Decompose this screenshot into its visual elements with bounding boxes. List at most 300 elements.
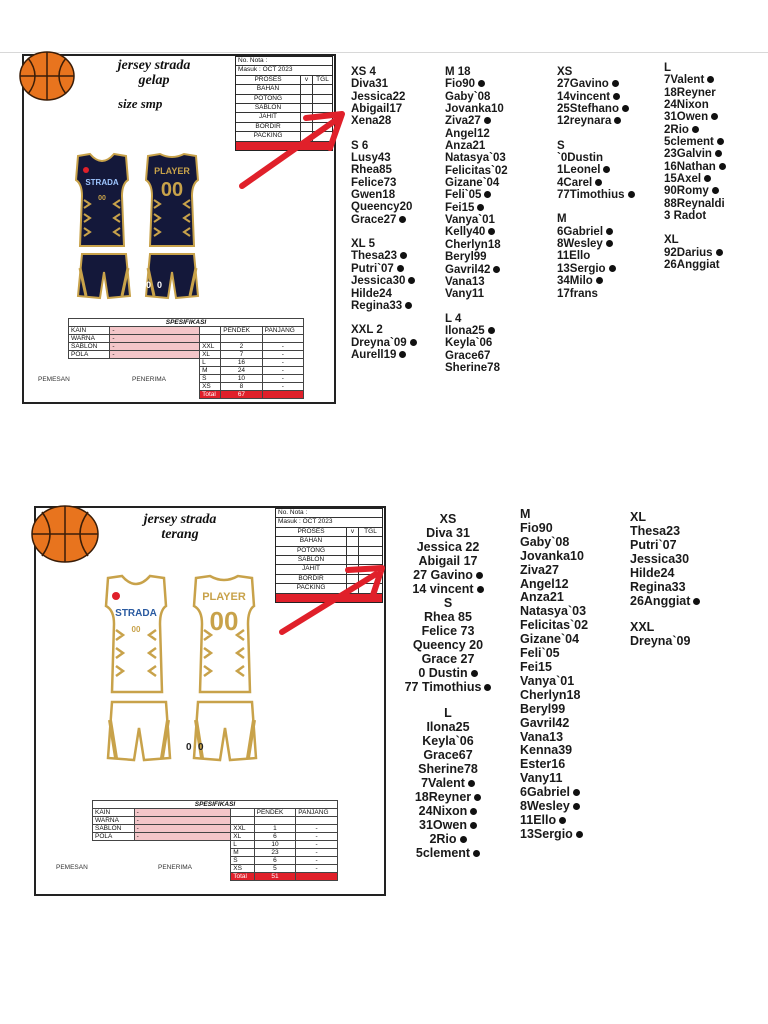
jersey-back-text: PLAYER — [154, 166, 190, 176]
name-text: Beryl99 — [445, 251, 487, 264]
name-list-item — [520, 619, 588, 633]
name-list-item — [664, 74, 726, 86]
total-label: Total — [200, 391, 221, 399]
name-list-item — [445, 78, 508, 90]
name-text: `0Dustin — [557, 152, 603, 165]
size-cell: M — [200, 367, 221, 375]
name-text: 92Darius — [664, 246, 713, 259]
name-list-item — [392, 804, 504, 818]
name-list-item — [445, 115, 508, 127]
name-list-item — [664, 161, 726, 173]
name-text: Hilde24 — [630, 566, 675, 580]
pendek-count: 6 — [254, 857, 296, 865]
name-list-item — [520, 786, 588, 800]
name-text: 2Rio — [664, 123, 689, 136]
name-list-item — [392, 582, 504, 596]
panjang-count: - — [262, 367, 303, 375]
spec-row-label: KAIN — [93, 809, 135, 817]
name-text: Jessica30 — [351, 275, 406, 288]
name-list-item — [664, 259, 726, 271]
shorts-back — [146, 254, 198, 298]
name-text: Jessica30 — [630, 552, 690, 566]
name-text: Grace67 — [423, 748, 473, 762]
name-text: 25Stefhano — [557, 103, 619, 116]
bullet-dot-icon — [613, 93, 620, 100]
spec-table — [68, 318, 304, 399]
name-text: Natasya`03 — [445, 152, 506, 165]
tgl-header: TGL — [364, 527, 377, 535]
name-text: L 4 — [445, 312, 462, 325]
name-text: Cherlyn18 — [520, 687, 581, 702]
name-list-item — [557, 275, 635, 287]
bullet-dot-icon — [484, 117, 491, 124]
process-step: BORDIR — [276, 575, 347, 583]
panjang-count: - — [296, 841, 338, 849]
spec-row-label: KAIN — [69, 327, 110, 335]
name-list-item — [664, 210, 726, 222]
process-step: SABLON — [276, 556, 347, 564]
name-text: Jessica22 — [351, 90, 406, 103]
jersey-logo: STRADA — [85, 178, 119, 187]
name-text: Beryl99 — [520, 701, 566, 716]
name-list-item — [351, 103, 417, 115]
name-list-item — [557, 152, 635, 164]
name-text: Fio90 — [520, 520, 553, 535]
name-list-item — [664, 173, 726, 185]
name-text: Kenna39 — [520, 743, 573, 758]
spec-title: SPESIFIKASI — [69, 319, 304, 327]
name-text: 4Carel — [557, 176, 593, 189]
name-text: XXL — [630, 620, 655, 634]
name-list-item — [392, 554, 504, 568]
name-list-item — [351, 238, 417, 250]
pendek-count: 16 — [221, 359, 262, 367]
name-text: 3 Radot — [664, 210, 707, 223]
jersey-back-number: 00 — [209, 606, 239, 636]
name-list-item — [392, 624, 504, 638]
name-list-column — [445, 66, 508, 374]
bullet-dot-icon — [484, 191, 491, 198]
panjang-count: - — [296, 857, 338, 865]
bullet-dot-icon — [573, 789, 580, 796]
name-list-item — [392, 776, 504, 790]
name-list-item — [630, 510, 700, 524]
name-text: Queency20 — [351, 201, 413, 214]
name-list-item — [445, 214, 508, 226]
pemesan-label: PEMESAN — [56, 864, 88, 871]
svg-text:0: 0 — [186, 742, 192, 753]
name-list-item — [445, 337, 508, 349]
name-text: Dreyna`09 — [630, 634, 691, 648]
name-list-item — [520, 772, 588, 786]
name-text: 6Gabriel — [520, 785, 571, 800]
name-text: 26Anggiat — [664, 259, 720, 272]
name-text: Ilona25 — [426, 720, 470, 734]
name-list-item — [557, 213, 635, 225]
spec-row-label: WARNA — [93, 817, 135, 825]
name-list-item — [351, 201, 417, 213]
size-cell: S — [200, 375, 221, 383]
name-list-item — [630, 566, 700, 580]
list-gap — [351, 128, 417, 140]
bullet-dot-icon — [408, 277, 415, 284]
spec-value: - — [134, 833, 231, 841]
name-text: 31Owen — [664, 111, 709, 124]
name-list-item — [520, 758, 588, 772]
bullet-dot-icon — [573, 803, 580, 810]
name-list-item — [351, 177, 417, 189]
pendek-count: 5 — [254, 865, 296, 873]
bullet-dot-icon — [595, 179, 602, 186]
name-list-item — [520, 828, 588, 842]
name-list-item — [520, 591, 588, 605]
bullet-dot-icon — [460, 836, 467, 843]
panjang-count: - — [262, 359, 303, 367]
pendek-count: 10 — [221, 375, 262, 383]
name-list-item — [445, 128, 508, 140]
bullet-dot-icon — [397, 265, 404, 272]
name-list-item — [351, 349, 417, 361]
name-text: Jovanka10 — [445, 103, 504, 116]
name-list-item — [351, 115, 417, 127]
process-step: PACKING — [276, 584, 347, 592]
masuk-row — [276, 518, 382, 526]
bullet-dot-icon — [488, 228, 495, 235]
name-text: 14vincent — [557, 90, 611, 103]
name-list-item — [392, 846, 504, 860]
bullet-dot-icon — [576, 831, 583, 838]
name-list-item — [445, 66, 508, 78]
name-list-item — [351, 288, 417, 300]
spec-value: - — [110, 327, 200, 335]
nota-label: No. Nota : — [238, 57, 268, 64]
name-text: Angel12 — [520, 576, 569, 591]
name-list-item — [630, 634, 700, 648]
name-list-item — [630, 620, 700, 634]
name-text: Natasya`03 — [520, 604, 587, 619]
list-gap — [557, 128, 635, 140]
name-list-item — [445, 264, 508, 276]
bullet-dot-icon — [484, 684, 491, 691]
name-text: Gavril42 — [520, 715, 570, 730]
name-list-item — [445, 91, 508, 103]
name-text: S 6 — [351, 139, 369, 152]
name-list-item — [630, 538, 700, 552]
spec-value: - — [134, 825, 231, 833]
name-text: Vana13 — [445, 275, 485, 288]
name-text: 77 Timothius — [404, 680, 482, 694]
name-text: Angel12 — [445, 127, 490, 140]
spec-row-label: SABLON — [69, 343, 110, 351]
name-list-item — [351, 275, 417, 287]
name-text: Gizane`04 — [445, 177, 500, 190]
name-list-item — [445, 202, 508, 214]
name-list-item — [351, 164, 417, 176]
name-text: Ziva27 — [445, 115, 481, 128]
v-header: v — [301, 76, 313, 84]
bullet-dot-icon — [628, 191, 635, 198]
name-list-item — [445, 288, 508, 300]
name-list-item — [557, 238, 635, 250]
name-text: 7Valent — [421, 776, 465, 790]
name-list-item — [557, 177, 635, 189]
name-list-column — [392, 512, 504, 860]
name-list-item — [351, 152, 417, 164]
name-list-item — [520, 689, 588, 703]
name-list-item — [557, 66, 635, 78]
name-text: Gizane`04 — [520, 632, 580, 647]
name-text: Vanya`01 — [445, 214, 495, 227]
spec-row-label: POLA — [69, 351, 110, 359]
name-text: 26Anggiat — [630, 594, 691, 608]
name-list-item — [392, 706, 504, 720]
bullet-dot-icon — [474, 794, 481, 801]
name-list-item — [520, 605, 588, 619]
name-text: Diva31 — [351, 78, 389, 91]
name-text: Vana13 — [520, 729, 564, 744]
proses-header: PROSES — [236, 76, 301, 84]
spec-value: - — [110, 343, 200, 351]
bullet-dot-icon — [704, 175, 711, 182]
name-text: Queency 20 — [412, 638, 484, 652]
name-list-item — [557, 288, 635, 300]
name-text: XS — [439, 512, 457, 526]
bullet-dot-icon — [606, 240, 613, 247]
name-list-item — [664, 124, 726, 136]
name-text: 1Leonel — [557, 164, 601, 177]
name-text: 24Nixon — [664, 99, 709, 112]
name-list-item — [351, 324, 417, 336]
name-list-item — [520, 703, 588, 717]
spec-row-label: POLA — [93, 833, 135, 841]
name-list-item — [664, 62, 726, 74]
list-gap — [630, 608, 700, 620]
name-text: Felice73 — [351, 176, 397, 189]
name-text: 13Sergio — [557, 262, 606, 275]
name-text: 34Milo — [557, 275, 593, 288]
name-text: 27 Gavino — [413, 568, 473, 582]
name-list-item — [445, 239, 508, 251]
list-gap — [557, 201, 635, 213]
name-text: Abigail 17 — [418, 554, 478, 568]
panjang-label: PANJANG — [296, 809, 338, 817]
name-text: 12reynara — [557, 115, 612, 128]
name-list-item — [520, 744, 588, 758]
name-list-item — [520, 731, 588, 745]
name-list-item — [351, 250, 417, 262]
name-list-item — [445, 325, 508, 337]
panjang-count: - — [262, 351, 303, 359]
bullet-dot-icon — [410, 339, 417, 346]
name-text: Felicitas`02 — [445, 164, 508, 177]
red-arrow-icon — [232, 104, 352, 194]
name-text: 11Ello — [520, 812, 557, 827]
name-text: 15Axel — [664, 173, 702, 186]
name-text: Ilona25 — [445, 324, 485, 337]
name-text: Felice 73 — [421, 624, 475, 638]
bullet-dot-icon — [399, 351, 406, 358]
name-list-item — [520, 550, 588, 564]
size-label: size smp — [118, 96, 163, 111]
name-list-item — [664, 247, 726, 259]
name-text: 7Valent — [664, 74, 705, 87]
bullet-dot-icon — [609, 265, 616, 272]
list-gap — [445, 301, 508, 313]
bullet-dot-icon — [622, 105, 629, 112]
name-list-item — [392, 832, 504, 846]
process-step: BAHAN — [236, 85, 301, 93]
name-list-item — [520, 633, 588, 647]
spec-title: SPESIFIKASI — [93, 801, 338, 809]
pendek-count: 24 — [221, 367, 262, 375]
size-cell: XL — [231, 833, 254, 841]
name-list-item — [392, 818, 504, 832]
name-text: 77Timothius — [557, 189, 625, 202]
bullet-dot-icon — [471, 670, 478, 677]
name-text: M — [557, 213, 567, 226]
sheet-title — [110, 512, 250, 542]
name-text: L — [664, 62, 672, 74]
bullet-dot-icon — [399, 216, 406, 223]
bullet-dot-icon — [711, 113, 718, 120]
total-label: Total — [231, 873, 254, 881]
list-gap — [664, 222, 726, 234]
bullet-dot-icon — [478, 80, 485, 87]
name-list-item — [664, 87, 726, 99]
masuk-value: : OCT 2023 — [298, 518, 333, 526]
name-list-item — [664, 111, 726, 123]
name-list-item — [557, 103, 635, 115]
name-text: XS 4 — [351, 66, 376, 78]
name-list-column — [520, 508, 588, 842]
name-text: 24Nixon — [418, 804, 468, 818]
name-text: Fio90 — [445, 78, 476, 91]
bullet-dot-icon — [596, 277, 603, 284]
pendek-label: PENDEK — [221, 327, 262, 335]
name-list-item — [557, 78, 635, 90]
name-text: Kelly40 — [445, 226, 486, 239]
jersey-back-number: 00 — [160, 179, 184, 201]
name-text: Hilde24 — [351, 287, 392, 300]
panjang-count: - — [296, 849, 338, 857]
bullet-dot-icon — [716, 249, 723, 256]
name-list-item — [445, 103, 508, 115]
bullet-dot-icon — [606, 228, 613, 235]
name-text: 0 Dustin — [418, 666, 468, 680]
name-list-item — [392, 666, 504, 680]
pendek-count: 10 — [254, 841, 296, 849]
shorts-back — [186, 702, 256, 760]
name-text: Regina33 — [351, 299, 403, 312]
name-list-item — [557, 250, 635, 262]
name-text: Cherlyn18 — [445, 238, 501, 251]
name-text: Aurell19 — [351, 348, 397, 361]
size-cell: XS — [231, 865, 254, 873]
sheet-title-line2: terang — [161, 527, 199, 542]
v-header: v — [347, 528, 359, 536]
name-list-item — [557, 115, 635, 127]
name-text: 5clement — [415, 846, 471, 860]
pendek-count: 1 — [254, 825, 296, 833]
name-text: Abigail17 — [351, 103, 403, 116]
name-list-item — [664, 136, 726, 148]
name-list-item — [445, 140, 508, 152]
name-text: Dreyna`09 — [351, 336, 407, 349]
name-text: 16Nathan — [664, 160, 716, 173]
bullet-dot-icon — [707, 76, 714, 83]
name-text: Felicitas`02 — [520, 618, 589, 633]
panjang-count: - — [296, 865, 338, 873]
name-text: Grace27 — [351, 213, 397, 226]
name-list-item — [392, 568, 504, 582]
name-list-item — [351, 214, 417, 226]
bullet-dot-icon — [603, 166, 610, 173]
name-list-item — [392, 734, 504, 748]
name-text: Jovanka10 — [520, 548, 584, 563]
name-text: Xena28 — [351, 115, 392, 128]
bullet-dot-icon — [717, 138, 724, 145]
name-text: 8Wesley — [520, 799, 570, 814]
name-list-item — [557, 164, 635, 176]
bullet-dot-icon — [405, 302, 412, 309]
process-step: BORDIR — [236, 123, 301, 131]
pendek-count: 7 — [221, 351, 262, 359]
name-list-item — [664, 99, 726, 111]
basketball-icon — [18, 50, 76, 102]
name-list-item — [392, 680, 504, 694]
jersey-illustration — [90, 572, 280, 768]
name-text: Keyla`06 — [445, 337, 493, 350]
pemesan-label: PEMESAN — [38, 376, 70, 383]
name-list-item — [557, 140, 635, 152]
penerima-label: PENERIMA — [158, 864, 192, 871]
name-list-item — [392, 540, 504, 554]
spec-value: - — [134, 817, 231, 825]
name-text: Vany11 — [520, 771, 563, 786]
bullet-dot-icon — [493, 266, 500, 273]
name-list-item — [520, 717, 588, 731]
name-text: Anza21 — [520, 590, 564, 605]
name-list-item — [520, 564, 588, 578]
jersey-front — [106, 576, 166, 692]
size-cell: L — [231, 841, 254, 849]
name-text: 6Gabriel — [557, 225, 604, 238]
name-text: Putri`07 — [630, 538, 677, 552]
name-list-item — [557, 91, 635, 103]
name-list-item — [392, 610, 504, 624]
name-list-item — [392, 652, 504, 666]
size-cell: XS — [200, 383, 221, 391]
name-list-item — [520, 508, 588, 522]
size-cell: XXL — [200, 343, 221, 351]
jersey-back — [146, 154, 198, 246]
name-text: Anza21 — [445, 140, 486, 153]
name-list-item — [520, 522, 588, 536]
name-list-item — [630, 594, 700, 608]
process-step: JAHIT — [276, 565, 347, 573]
jersey-front — [76, 154, 128, 246]
tgl-header: TGL — [316, 75, 329, 83]
process-step: SABLON — [236, 104, 301, 112]
name-list-item — [392, 762, 504, 776]
name-text: 2Rio — [429, 832, 457, 846]
list-gap — [351, 226, 417, 238]
name-text: S — [557, 139, 565, 152]
spec-row-label: WARNA — [69, 335, 110, 343]
panjang-count: - — [296, 825, 338, 833]
name-list-item — [520, 661, 588, 675]
name-list-column — [351, 66, 417, 361]
